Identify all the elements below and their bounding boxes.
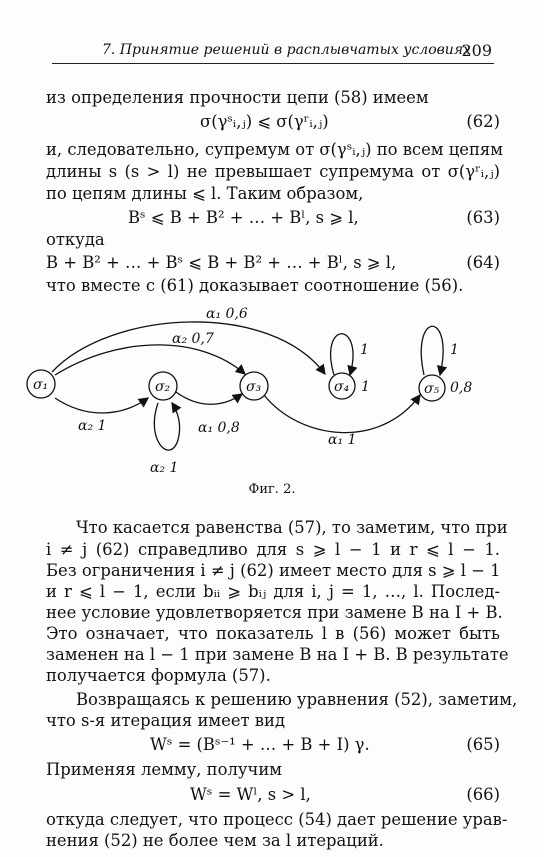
running-header bbox=[56, 38, 492, 60]
text-line: что вместе с (61) доказывает соотношение (56). bbox=[46, 276, 464, 295]
equation-number: (62) bbox=[466, 112, 500, 131]
text-line: откуда bbox=[46, 230, 105, 249]
node-label: σ₂ bbox=[155, 379, 171, 395]
node-label: σ₃ bbox=[246, 379, 262, 395]
node-label: σ₄ bbox=[334, 379, 350, 395]
text-line: Применяя лемму, получим bbox=[46, 760, 283, 779]
edge-label: α₂ 1 bbox=[78, 418, 107, 434]
equation-number: (63) bbox=[466, 208, 500, 227]
edge-label: α₂ 1 bbox=[150, 460, 179, 476]
equation-65: Wˢ = (Bˢ⁻¹ + … + B + I) γ. bbox=[150, 735, 370, 754]
node-value: 1 bbox=[361, 379, 370, 395]
text-line: нее условие удовлетворяется при замене B на I + B. bbox=[46, 603, 503, 622]
edge-s1-s3 bbox=[55, 345, 245, 375]
state-graph-figure bbox=[0, 290, 544, 490]
text-line: что s-я итерация имеет вид bbox=[46, 711, 286, 730]
text-line: длины s (s > l) не превышает супремума от σ(γʳᵢ,ⱼ) bbox=[46, 162, 500, 181]
equation-64: B + B² + … + Bˢ ⩽ B + B² + … + Bˡ, s ⩾ l, bbox=[46, 253, 397, 272]
header-rule bbox=[52, 63, 494, 64]
edge-s1-s2 bbox=[55, 398, 148, 413]
edge-label: α₁ 0,6 bbox=[206, 306, 248, 322]
equation-66: Wˢ = Wˡ, s > l, bbox=[190, 785, 311, 804]
edge-s2-s3 bbox=[176, 392, 242, 404]
text-line: нения (52) не более чем за l итераций. bbox=[46, 831, 384, 850]
equation-number: (64) bbox=[466, 253, 500, 272]
loop-s5 bbox=[421, 326, 443, 375]
equation-62: σ(γˢᵢ,ⱼ) ⩽ σ(γʳᵢ,ⱼ) bbox=[200, 112, 329, 131]
text-line: Без ограничения i ≠ j (62) имеет место для s ⩾ l − 1 bbox=[46, 561, 501, 580]
equation-63: Bˢ ⩽ B + B² + … + Bˡ, s ⩾ l, bbox=[128, 208, 359, 227]
text-line: по цепям длины ⩽ l. Таким образом, bbox=[46, 184, 364, 203]
equation-number: (65) bbox=[466, 735, 500, 754]
text-line: откуда следует, что процесс (54) дает решение урав- bbox=[46, 810, 508, 829]
text-line: Это означает, что показатель l в (56) может быть bbox=[46, 624, 500, 643]
node-value: 0,8 bbox=[450, 380, 473, 396]
text-line: получается формула (57). bbox=[46, 666, 271, 685]
text-line: и, следовательно, супремум от σ(γˢᵢ,ⱼ) по всем цепям bbox=[46, 140, 504, 159]
chapter-title: 7. Принятие решений в расплывчатых условиях bbox=[102, 42, 471, 58]
text-line: из определения прочности цепи (58) имеем bbox=[46, 88, 429, 107]
edge-label: 1 bbox=[360, 342, 369, 358]
text-line: Что касается равенства (57), то заметим, что при bbox=[76, 518, 508, 537]
text-line: заменен на l − 1 при замене B на I + B. В результате bbox=[46, 645, 509, 664]
text-line: и r ⩽ l − 1, если bᵢᵢ ⩾ bᵢⱼ для i, j = 1, …, l. Послед- bbox=[46, 582, 500, 601]
page-number: 209 bbox=[461, 41, 492, 60]
equation-number: (66) bbox=[466, 785, 500, 804]
edge-label: α₁ 1 bbox=[328, 432, 357, 448]
text-line: Возвращаясь к решению уравнения (52), заметим, bbox=[76, 690, 518, 709]
edge-label: 1 bbox=[450, 342, 459, 358]
loop-s4 bbox=[331, 334, 353, 375]
node-label: σ₅ bbox=[424, 381, 440, 397]
node-label: σ₁ bbox=[33, 377, 49, 393]
loop-s2 bbox=[154, 403, 179, 450]
figure-caption: Фиг. 2. bbox=[248, 482, 296, 497]
edge-s3-s5 bbox=[264, 395, 420, 433]
text-line: i ≠ j (62) справедливо для s ⩾ l − 1 и r ⩽ l − 1. bbox=[46, 540, 500, 559]
edge-label: α₂ 0,7 bbox=[172, 331, 214, 347]
edge-label: α₁ 0,8 bbox=[198, 420, 240, 436]
